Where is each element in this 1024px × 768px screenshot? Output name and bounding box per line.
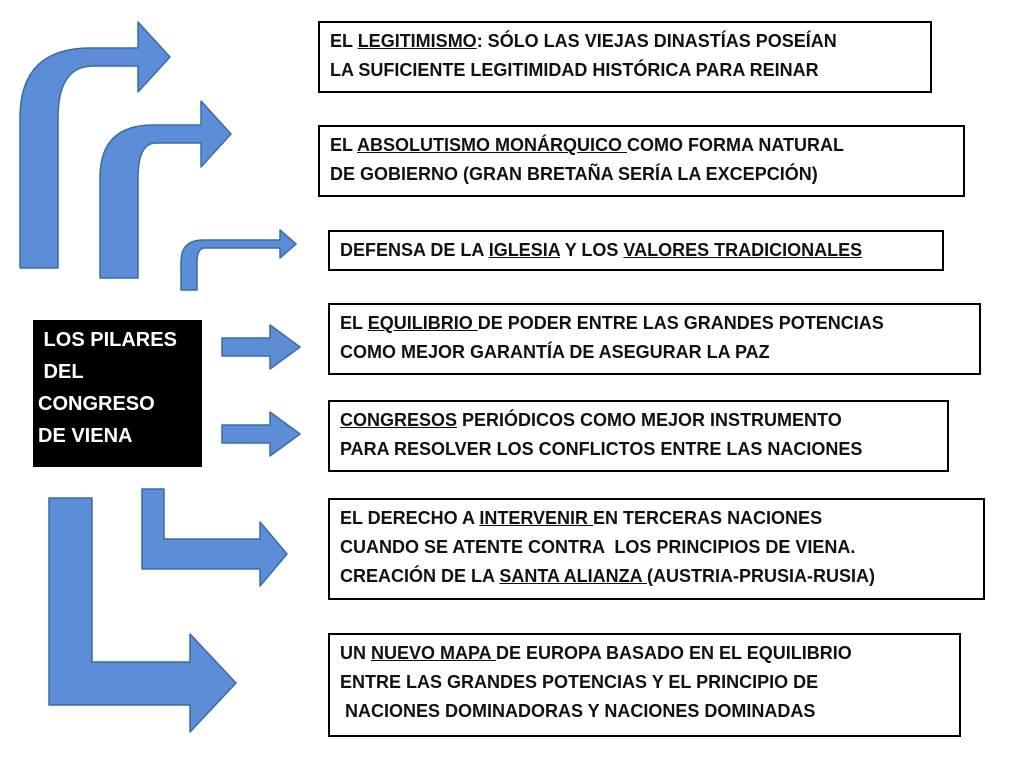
central-topic-box [33,320,202,467]
pillar-box-legitimismo [318,21,932,93]
text-segment: EL DERECHO A [340,508,480,528]
box-text-line [340,338,969,367]
text-segment: CREACIÓN DE LA [340,566,500,586]
text-segment: EL [330,135,358,155]
center-line: DEL [38,361,84,383]
box-text-line [340,236,932,265]
text-segment: EL [340,313,368,333]
box-text-line [340,639,949,668]
text-segment: DEFENSA DE LA [340,240,489,260]
pillar-box-congresos [328,400,949,472]
elbow-arrow-6 [142,489,287,586]
pillar-box-intervencion [328,498,985,600]
text-segment: CUANDO SE ATENTE CONTRA LOS PRINCIPIOS DE VIENA. [340,537,856,557]
box-text-line [330,27,920,56]
underlined-keyword: LEGITIMISMO [357,31,477,51]
box-text-line [340,697,949,726]
text-segment: PARA RESOLVER LOS CONFLICTOS ENTRE LAS NACIONES [340,439,863,459]
text-segment: (AUSTRIA-PRUSIA-RUSIA) [647,566,875,586]
text-segment: UN [340,643,371,663]
text-segment: EL [330,31,358,51]
text-segment: Y LOS [560,240,624,260]
straight-arrow-5 [222,412,300,456]
text-segment: DE GOBIERNO (GRAN BRETAÑA SERÍA LA EXCEPCIÓN) [330,164,818,184]
box-text-line [340,504,973,533]
text-segment: ENTRE LAS GRANDES POTENCIAS Y EL PRINCIPIO DE [340,672,819,692]
underlined-keyword: SANTA ALIANZA [499,566,647,586]
box-text-line [330,160,953,189]
box-text-line [340,533,973,562]
text-segment: COMO FORMA NATURAL [627,135,844,155]
text-segment: PERIÓDICOS COMO MEJOR INSTRUMENTO [457,410,842,430]
text-segment: DE EUROPA BASADO EN EL EQUILIBRIO [496,643,852,663]
box-text-line [340,562,973,591]
center-line: CONGRESO [38,393,155,415]
pillar-box-equilibrio [328,303,981,375]
text-segment: : SÓLO LAS VIEJAS DINASTÍAS POSEÍAN [476,31,837,51]
text-segment: DE PODER ENTRE LAS GRANDES POTENCIAS [477,313,884,333]
underlined-keyword: EQUILIBRIO [367,313,478,333]
box-text-line [330,131,953,160]
underlined-keyword: NUEVO MAPA [371,643,497,663]
box-text-line [330,56,920,85]
box-text-line [340,406,937,435]
box-text-line [340,309,969,338]
pillar-box-absolutismo [318,125,965,197]
text-segment: LA SUFICIENTE LEGITIMIDAD HISTÓRICA PARA REINAR [330,60,819,80]
curved-arrow-3 [181,230,296,290]
straight-arrow-4 [222,325,300,369]
pillar-box-nuevo-mapa [328,633,961,737]
center-line: LOS PILARES [38,329,177,351]
pillar-box-iglesia [328,230,944,271]
text-segment: EN TERCERAS NACIONES [593,508,823,528]
underlined-keyword: CONGRESOS [340,410,458,430]
underlined-keyword: INTERVENIR [479,508,594,528]
box-text-line [340,668,949,697]
box-text-line [340,435,937,464]
underlined-keyword: ABSOLUTISMO MONÁRQUICO [357,135,628,155]
underlined-keyword: VALORES TRADICIONALES [623,240,863,260]
text-segment: NACIONES DOMINADORAS Y NACIONES DOMINADAS [340,701,816,721]
center-line: DE VIENA [38,425,133,447]
underlined-keyword: IGLESIA [488,240,561,260]
curved-arrow-2 [100,101,231,278]
text-segment: COMO MEJOR GARANTÍA DE ASEGURAR LA PAZ [340,342,770,362]
